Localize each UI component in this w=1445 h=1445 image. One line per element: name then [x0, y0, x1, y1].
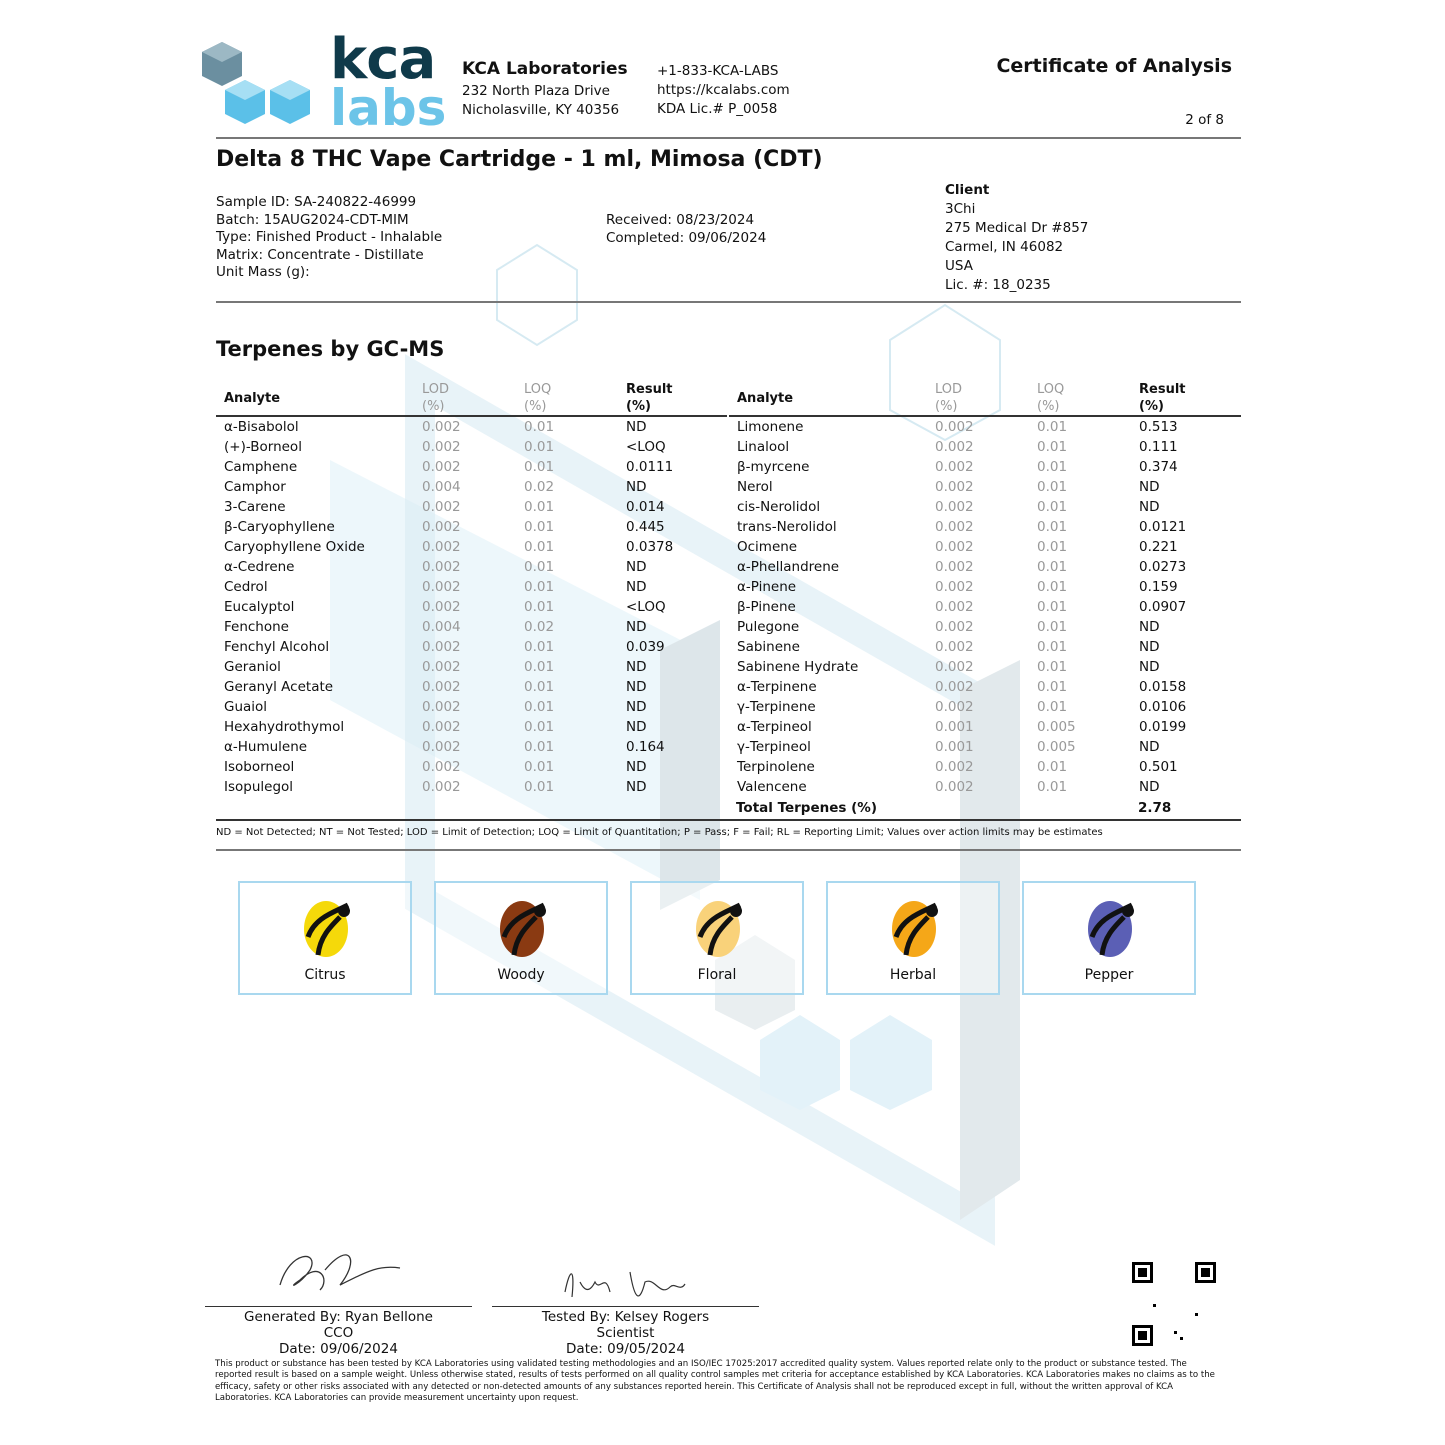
- divider: [216, 301, 1241, 303]
- loq-value: 0.01: [524, 519, 555, 535]
- analyte-name: α-Cedrene: [224, 559, 295, 575]
- lod-value: 0.002: [935, 619, 974, 635]
- loq-value: 0.01: [1037, 599, 1068, 615]
- client-label: Client: [945, 182, 990, 198]
- result-value: ND: [1139, 779, 1160, 795]
- result-value: ND: [626, 419, 647, 435]
- result-value: 0.0907: [1139, 599, 1187, 615]
- lod-value: 0.002: [422, 739, 461, 755]
- result-value: 0.164: [626, 739, 665, 755]
- result-value: 0.0158: [1139, 679, 1187, 695]
- loq-value: 0.01: [1037, 639, 1068, 655]
- loq-value: 0.01: [1037, 759, 1068, 775]
- flavor-label: Floral: [697, 967, 737, 983]
- loq-value: 0.01: [1037, 499, 1068, 515]
- analyte-name: Eucalyptol: [224, 599, 295, 615]
- header-lod-unit: (%): [422, 399, 445, 414]
- dates: [606, 212, 766, 247]
- company-website[interactable]: https://kcalabs.com: [657, 82, 790, 98]
- lod-value: 0.002: [422, 679, 461, 695]
- herbal-icon: [888, 897, 944, 963]
- analyte-name: Valencene: [737, 779, 807, 795]
- lod-value: 0.002: [935, 439, 974, 455]
- result-value: 0.501: [1139, 759, 1178, 775]
- analyte-name: Geranyl Acetate: [224, 679, 334, 695]
- loq-value: 0.01: [1037, 439, 1068, 455]
- flavor-card-floral: [630, 881, 804, 995]
- divider: [216, 137, 1241, 139]
- tested-date: Date: 09/05/2024: [566, 1341, 685, 1357]
- analyte-name: trans-Nerolidol: [737, 519, 837, 535]
- loq-value: 0.005: [1037, 739, 1076, 755]
- result-value: ND: [1139, 739, 1160, 755]
- header-lod: LOD: [935, 382, 963, 397]
- loq-value: 0.01: [524, 579, 555, 595]
- lod-value: 0.002: [422, 459, 461, 475]
- client-address-2: Carmel, IN 46082: [945, 239, 1064, 255]
- loq-value: 0.02: [524, 479, 555, 495]
- logo-labs-text: labs: [330, 79, 447, 137]
- loq-value: 0.02: [524, 619, 555, 635]
- received-date: Received: 08/23/2024: [606, 212, 755, 228]
- batch: Batch: 15AUG2024-CDT-MIM: [216, 211, 409, 228]
- result-value: 0.0199: [1139, 719, 1187, 735]
- result-value: 0.0273: [1139, 559, 1187, 575]
- loq-value: 0.01: [524, 499, 555, 515]
- lod-value: 0.002: [935, 599, 974, 615]
- result-value: <LOQ: [626, 439, 666, 455]
- generated-role: CCO: [323, 1325, 354, 1341]
- analyte-name: β-myrcene: [737, 459, 810, 475]
- generated-date: Date: 09/06/2024: [279, 1341, 398, 1357]
- signature-ryan-bellone: [270, 1240, 410, 1305]
- analyte-name: Sabinene Hydrate: [737, 659, 859, 675]
- loq-value: 0.005: [1037, 719, 1076, 735]
- divider: [216, 849, 1241, 851]
- client-country: USA: [945, 258, 973, 274]
- analyte-name: Camphor: [224, 479, 286, 495]
- analyte-name: (+)-Borneol: [224, 439, 302, 455]
- result-value: ND: [626, 579, 647, 595]
- lod-value: 0.002: [422, 579, 461, 595]
- loq-value: 0.01: [1037, 419, 1068, 435]
- analyte-name: cis-Nerolidol: [737, 499, 821, 515]
- result-value: ND: [1139, 479, 1160, 495]
- result-value: <LOQ: [626, 599, 666, 615]
- result-value: ND: [626, 659, 647, 675]
- analyte-name: α-Humulene: [224, 739, 308, 755]
- result-value: 0.0121: [1139, 519, 1187, 535]
- header-result-unit: (%): [626, 399, 651, 414]
- result-value: ND: [1139, 619, 1160, 635]
- lod-value: 0.001: [935, 719, 974, 735]
- result-value: ND: [626, 699, 647, 715]
- flavor-label: Woody: [497, 967, 545, 983]
- loq-value: 0.01: [1037, 519, 1068, 535]
- lod-value: 0.002: [422, 419, 461, 435]
- lod-value: 0.002: [422, 559, 461, 575]
- header-lod-unit: (%): [935, 399, 958, 414]
- header-loq-unit: (%): [1037, 399, 1060, 414]
- analyte-name: Limonene: [737, 419, 804, 435]
- analyte-name: Nerol: [737, 479, 773, 495]
- analyte-name: Geraniol: [224, 659, 281, 675]
- total-terpenes-label: Total Terpenes (%): [736, 800, 877, 816]
- result-value: 0.221: [1139, 539, 1178, 555]
- page-number: 2 of 8: [1185, 112, 1224, 128]
- flavor-card-woody: [434, 881, 608, 995]
- analyte-name: Isoborneol: [224, 759, 295, 775]
- lod-value: 0.002: [935, 459, 974, 475]
- lod-value: 0.004: [422, 479, 461, 495]
- loq-value: 0.01: [524, 419, 555, 435]
- client-info: [945, 181, 1088, 295]
- analyte-name: β-Pinene: [737, 599, 796, 615]
- loq-value: 0.01: [1037, 659, 1068, 675]
- sample-id: Sample ID: SA-240822-46999: [216, 194, 417, 210]
- company-address-2: Nicholasville, KY 40356: [462, 102, 620, 118]
- lod-value: 0.002: [935, 779, 974, 795]
- lod-value: 0.002: [422, 759, 461, 775]
- result-value: 0.159: [1139, 579, 1178, 595]
- result-value: ND: [626, 479, 647, 495]
- matrix: Matrix: Concentrate - Distillate: [216, 246, 424, 263]
- loq-value: 0.01: [1037, 479, 1068, 495]
- header-result: Result: [1139, 382, 1186, 397]
- flavor-card-herbal: [826, 881, 1000, 995]
- lod-value: 0.002: [422, 659, 461, 675]
- logo-kca-text: kca: [330, 27, 436, 92]
- loq-value: 0.01: [1037, 779, 1068, 795]
- analyte-name: γ-Terpineol: [737, 739, 811, 755]
- analyte-name: β-Caryophyllene: [224, 519, 335, 535]
- loq-value: 0.01: [524, 639, 555, 655]
- company-license: KDA Lic.# P_0058: [657, 101, 778, 117]
- lod-value: 0.002: [422, 639, 461, 655]
- analyte-name: α-Pinene: [737, 579, 797, 595]
- company-phone: +1-833-KCA-LABS: [657, 63, 779, 79]
- flavor-card-pepper: [1022, 881, 1196, 995]
- analyte-name: α-Phellandrene: [737, 559, 840, 575]
- company-name: KCA Laboratories: [462, 59, 628, 79]
- loq-value: 0.01: [524, 559, 555, 575]
- result-value: ND: [1139, 639, 1160, 655]
- flavor-label: Citrus: [304, 967, 346, 983]
- lod-value: 0.002: [935, 659, 974, 675]
- lod-value: 0.002: [935, 699, 974, 715]
- tested-by: Tested By: Kelsey Rogers: [541, 1309, 710, 1325]
- result-value: ND: [626, 679, 647, 695]
- client-license: Lic. #: 18_0235: [945, 277, 1051, 293]
- loq-value: 0.01: [524, 739, 555, 755]
- loq-value: 0.01: [1037, 459, 1068, 475]
- client-address-1: 275 Medical Dr #857: [945, 220, 1089, 236]
- analyte-name: Caryophyllene Oxide: [224, 539, 365, 555]
- lod-value: 0.002: [935, 479, 974, 495]
- tested-role: Scientist: [596, 1325, 655, 1341]
- lod-value: 0.002: [422, 519, 461, 535]
- sample-type: Type: Finished Product - Inhalable: [216, 229, 443, 245]
- lod-value: 0.002: [935, 519, 974, 535]
- result-value: ND: [1139, 659, 1160, 675]
- footnote: ND = Not Detected; NT = Not Tested; LOD = Limit of Detection; LOQ = Limit of Quantitation; P = Pass; F = Fail; RL = Reporting Limit; Values over action limits may be estimates: [216, 827, 1103, 838]
- flavor-card-citrus: [238, 881, 412, 995]
- result-value: ND: [626, 779, 647, 795]
- result-value: 0.111: [1139, 439, 1178, 455]
- header-analyte: Analyte: [224, 391, 281, 406]
- qr-code[interactable]: [1132, 1262, 1216, 1346]
- analyte-name: γ-Terpinene: [737, 699, 816, 715]
- lod-value: 0.002: [935, 679, 974, 695]
- flavor-label: Pepper: [1084, 967, 1134, 983]
- loq-value: 0.01: [524, 659, 555, 675]
- loq-value: 0.01: [524, 599, 555, 615]
- result-value: ND: [626, 559, 647, 575]
- lod-value: 0.002: [935, 419, 974, 435]
- lod-value: 0.002: [422, 439, 461, 455]
- lod-value: 0.002: [422, 719, 461, 735]
- result-value: 0.039: [626, 639, 665, 655]
- loq-value: 0.01: [524, 439, 555, 455]
- lod-value: 0.002: [422, 699, 461, 715]
- analyte-name: Ocimene: [737, 539, 798, 555]
- loq-value: 0.01: [1037, 679, 1068, 695]
- loq-value: 0.01: [524, 719, 555, 735]
- analyte-name: α-Terpineol: [737, 719, 812, 735]
- lod-value: 0.001: [935, 739, 974, 755]
- result-value: ND: [626, 619, 647, 635]
- analyte-name: Sabinene: [737, 639, 800, 655]
- loq-value: 0.01: [524, 699, 555, 715]
- lod-value: 0.002: [935, 579, 974, 595]
- loq-value: 0.01: [1037, 539, 1068, 555]
- floral-icon: [692, 897, 748, 963]
- loq-value: 0.01: [1037, 619, 1068, 635]
- divider: [216, 819, 1241, 821]
- citrus-icon: [300, 897, 356, 963]
- signature-kelsey-rogers: [560, 1262, 690, 1307]
- result-value: ND: [1139, 499, 1160, 515]
- signature-block-generated: [205, 1306, 472, 1357]
- header-loq: LOQ: [1037, 382, 1065, 397]
- analyte-name: Hexahydrothymol: [224, 719, 345, 735]
- header-analyte: Analyte: [737, 391, 794, 406]
- lod-value: 0.002: [935, 559, 974, 575]
- analyte-name: α-Bisabolol: [224, 419, 299, 435]
- product-title: Delta 8 THC Vape Cartridge - 1 ml, Mimosa (CDT): [216, 147, 823, 172]
- result-value: ND: [626, 719, 647, 735]
- analyte-name: 3-Carene: [224, 499, 286, 515]
- loq-value: 0.01: [524, 779, 555, 795]
- loq-value: 0.01: [524, 679, 555, 695]
- analyte-name: Terpinolene: [737, 759, 815, 775]
- section-title: Terpenes by GC-MS: [216, 337, 445, 361]
- sample-info: [216, 194, 442, 282]
- document-title: Certificate of Analysis: [996, 55, 1232, 77]
- result-value: 0.445: [626, 519, 665, 535]
- flavor-label: Herbal: [889, 967, 937, 983]
- generated-by: Generated By: Ryan Bellone: [244, 1309, 433, 1325]
- analyte-name: Fenchyl Alcohol: [224, 639, 330, 655]
- kca-cubes-logo-icon: [200, 40, 320, 130]
- analyte-name: Cedrol: [224, 579, 268, 595]
- result-value: 0.513: [1139, 419, 1178, 435]
- result-value: 0.014: [626, 499, 665, 515]
- header-result: Result: [626, 382, 673, 397]
- lod-value: 0.002: [422, 599, 461, 615]
- analyte-name: Isopulegol: [224, 779, 294, 795]
- lod-value: 0.002: [935, 759, 974, 775]
- analyte-name: Linalool: [737, 439, 790, 455]
- loq-value: 0.01: [524, 539, 555, 555]
- unit-mass: Unit Mass (g):: [216, 264, 310, 280]
- lod-value: 0.002: [935, 639, 974, 655]
- completed-date: Completed: 09/06/2024: [606, 229, 767, 246]
- loq-value: 0.01: [524, 759, 555, 775]
- analyte-name: α-Terpinene: [737, 679, 817, 695]
- loq-value: 0.01: [1037, 579, 1068, 595]
- lod-value: 0.002: [422, 499, 461, 515]
- loq-value: 0.01: [1037, 699, 1068, 715]
- header-result-unit: (%): [1139, 399, 1164, 414]
- header-loq-unit: (%): [524, 399, 547, 414]
- disclaimer: This product or substance has been tested by KCA Laboratories using validated testing methodologies and an ISO/IEC 17025:2017 accredited quality system. Values reported relate only to the product or substance tested. The reported result is based on a sample weight. Unless otherwise stated, results of tests performed on all quality control samples met criteria for acceptance established by KCA Laboratories. KCA Laboratories makes no claims as to the efficacy, safety or other risks associated with any detected or non-detected amounts of any substances reported herein. This Certificate of Analysis shall not be reproduced except in full, without the written approval of KCA Laboratories. KCA Laboratories can provide measurement uncertainty upon request.: [215, 1359, 1215, 1403]
- result-value: 0.0378: [626, 539, 674, 555]
- total-terpenes-value: 2.78: [1138, 800, 1172, 816]
- lod-value: 0.002: [935, 539, 974, 555]
- lod-value: 0.002: [935, 499, 974, 515]
- header-lod: LOD: [422, 382, 450, 397]
- pepper-icon: [1084, 897, 1140, 963]
- result-value: 0.0111: [626, 459, 674, 475]
- woody-icon: [496, 897, 552, 963]
- result-value: 0.374: [1139, 459, 1178, 475]
- result-value: 0.0106: [1139, 699, 1187, 715]
- loq-value: 0.01: [1037, 559, 1068, 575]
- analyte-name: Camphene: [224, 459, 298, 475]
- lod-value: 0.004: [422, 619, 461, 635]
- analyte-name: Fenchone: [224, 619, 289, 635]
- signature-block-tested: [492, 1306, 759, 1357]
- client-name: 3Chi: [945, 201, 976, 217]
- loq-value: 0.01: [524, 459, 555, 475]
- lod-value: 0.002: [422, 779, 461, 795]
- header-loq: LOQ: [524, 382, 552, 397]
- company-address-1: 232 North Plaza Drive: [462, 83, 610, 99]
- analyte-name: Guaiol: [224, 699, 268, 715]
- result-value: ND: [626, 759, 647, 775]
- lod-value: 0.002: [422, 539, 461, 555]
- analyte-name: Pulegone: [737, 619, 800, 635]
